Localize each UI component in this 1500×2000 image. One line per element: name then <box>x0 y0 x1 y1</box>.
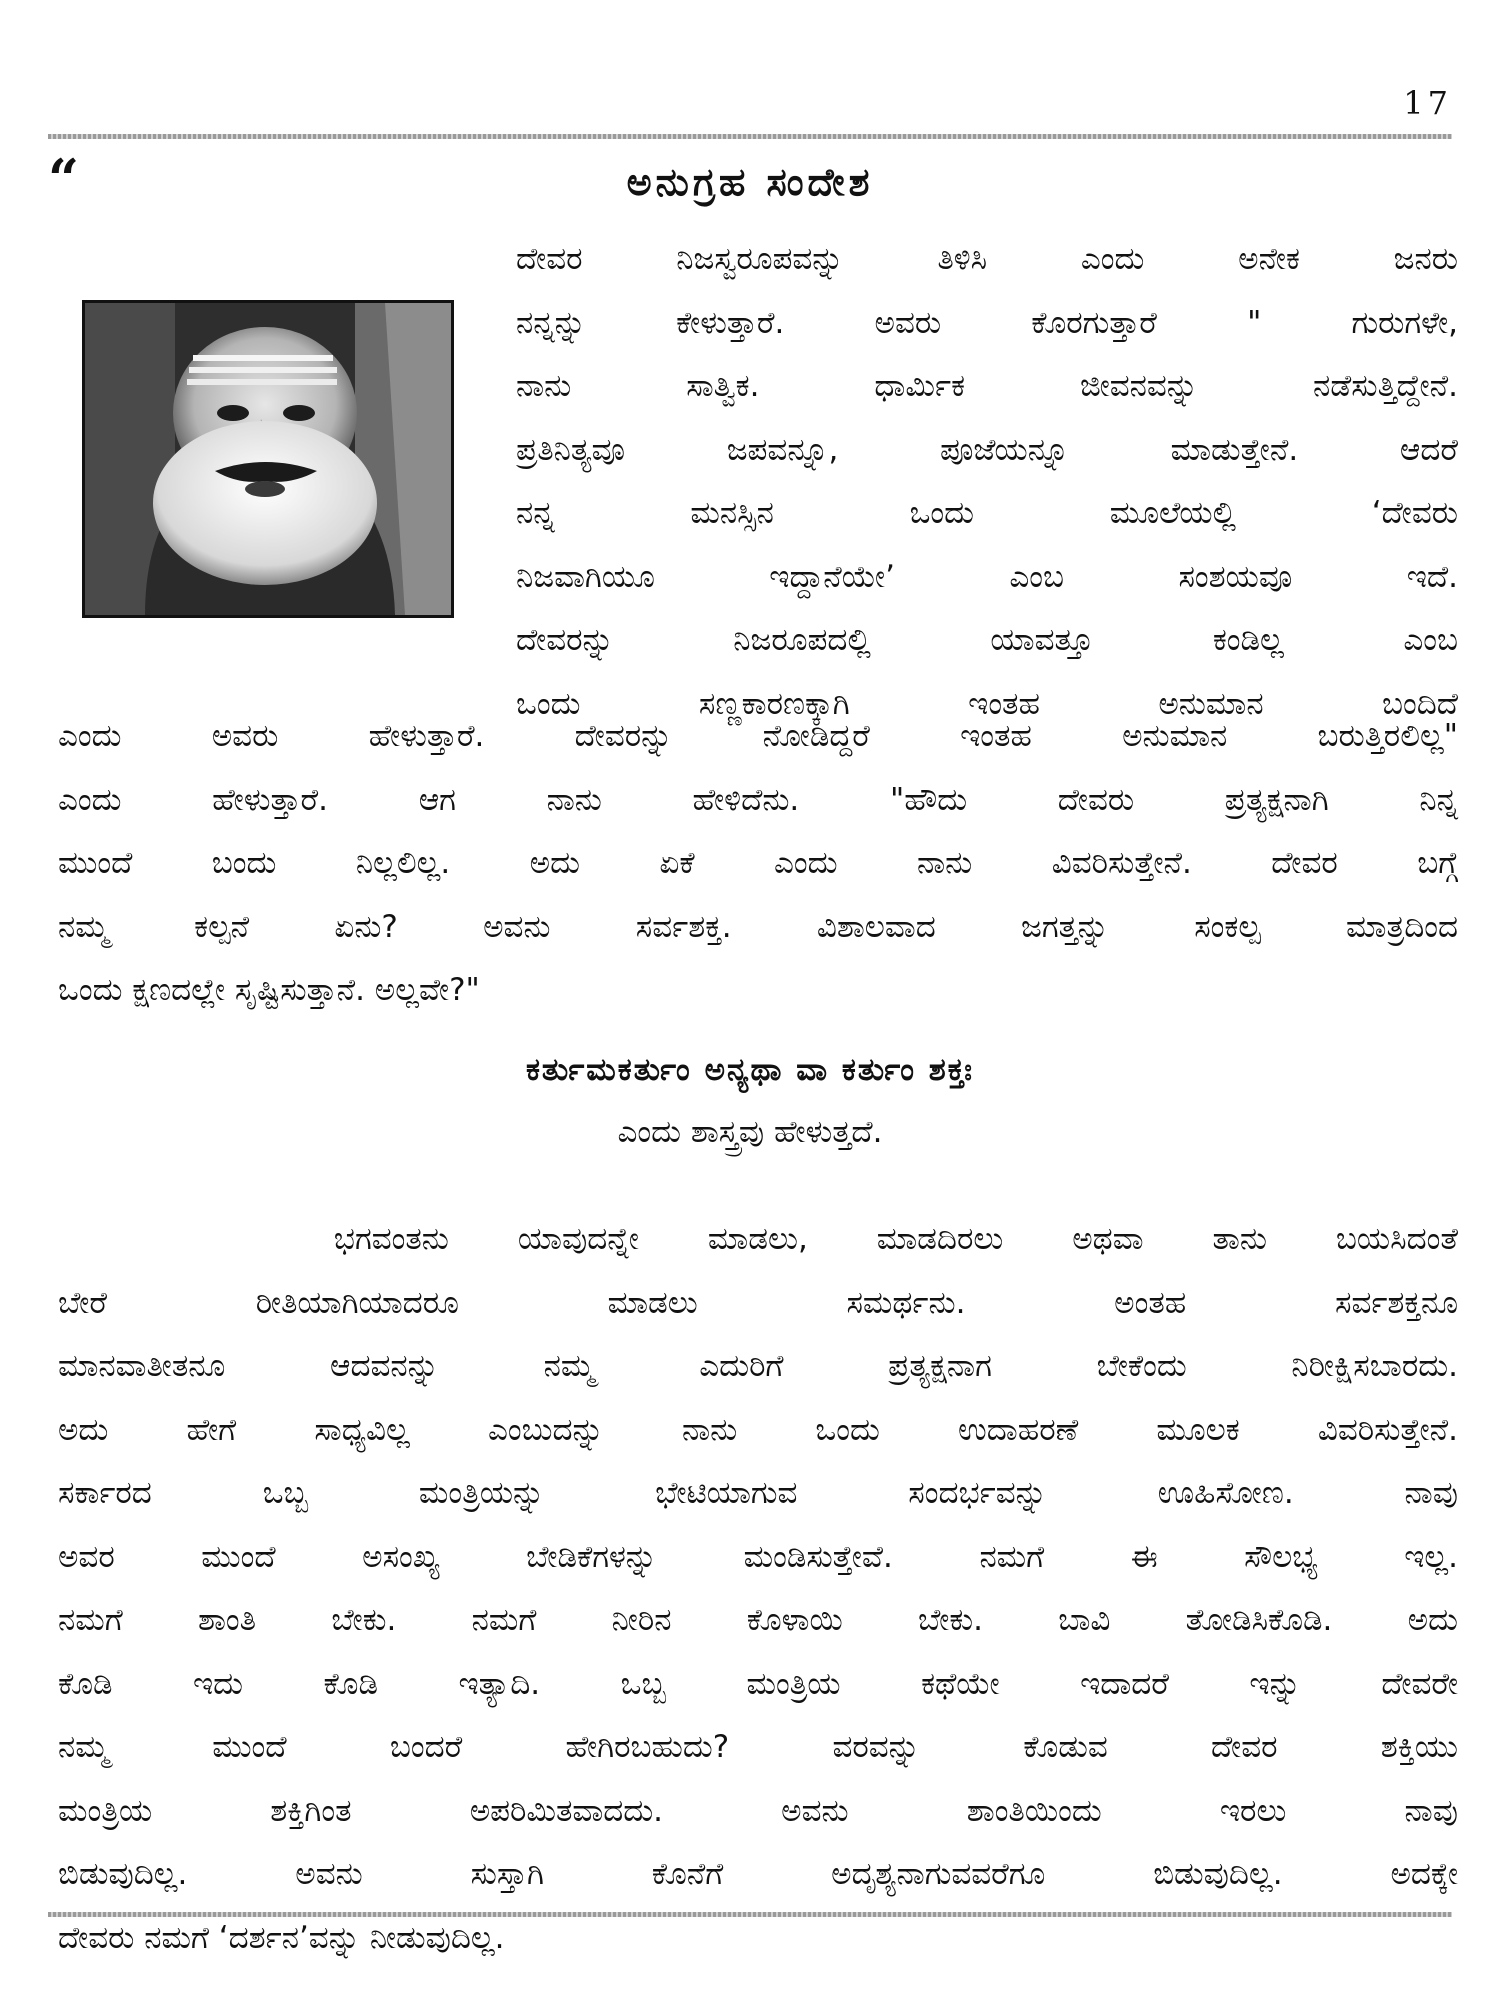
text-line: ಒಂದು ಕ್ಷಣದಲ್ಲೇ ಸೃಷ್ಟಿಸುತ್ತಾನೆ. ಅಲ್ಲವೇ?" <box>58 972 480 1008</box>
text-line: ಸರ್ಕಾರದ ಒಬ್ಬ ಮಂತ್ರಿಯನ್ನು ಭೇಟಿಯಾಗುವ ಸಂದರ್ಭವನ್ನು ಊಹಿಸೋಣ. ನಾವು <box>58 1475 1458 1511</box>
text-line: ನಿಜವಾಗಿಯೂ ಇದ್ದಾನೆಯೇ’ ಎಂಬ ಸಂಶಯವೂ ಇದೆ. <box>516 558 1458 595</box>
open-quote-mark: “ <box>48 147 80 211</box>
verse-caption: ಎಂದು ಶಾಸ್ತ್ರವು ಹೇಳುತ್ತದೆ. <box>617 1114 883 1150</box>
footer-rule <box>48 1912 1452 1917</box>
text-line: ಮಾನವಾತೀತನೂ ಆದವನನ್ನು ನಮ್ಮ ಎದುರಿಗೆ ಪ್ರತ್ಯಕ್ಷನಾಗ ಬೇಕೆಂದು ನಿರೀಕ್ಷಿಸಬಾರದು. <box>58 1348 1458 1384</box>
sanskrit-verse: ಕರ್ತುಮಕರ್ತುಂ ಅನ್ಯಥಾ ವಾ ಕರ್ತುಂ ಶಕ್ತಃ <box>525 1052 975 1088</box>
text-line: ನನ್ನ ಮನಸ್ಸಿನ ಒಂದು ಮೂಲೆಯಲ್ಲಿ ‘ದೇವರು <box>516 495 1458 531</box>
text-line: ಭಗವಂತನು ಯಾವುದನ್ನೇ ಮಾಡಲು, ಮಾಡದಿರಲು ಅಥವಾ ತಾನು ಬಯಸಿದಂತೆ <box>58 1221 1458 1257</box>
paragraph-intro-top <box>516 228 1458 736</box>
text-line: ದೇವರ ನಿಜಸ್ವರೂಪವನ್ನು ತಿಳಿಸಿ ಎಂದು ಅನೇಕ ಜನರು <box>516 241 1458 277</box>
text-line: ನನ್ನನ್ನು ಕೇಳುತ್ತಾರೆ. ಅವರು ಕೊರಗುತ್ತಾರೆ " ಗುರುಗಳೇ, <box>516 304 1458 341</box>
portrait-photo-icon <box>85 303 451 615</box>
text-line: ಮುಂದೆ ಬಂದು ನಿಲ್ಲಲಿಲ್ಲ. ಅದು ಏಕೆ ಎಂದು ನಾನು ವಿವರಿಸುತ್ತೇನೆ. ದೇವರ ಬಗ್ಗೆ <box>58 845 1458 881</box>
text-line: ಬಿಡುವುದಿಲ್ಲ. ಅವನು ಸುಸ್ತಾಗಿ ಕೊನೆಗೆ ಅದೃಶ್ಯನಾಗುವವರೆಗೂ ಬಿಡುವುದಿಲ್ಲ. ಅದಕ್ಕೇ <box>58 1856 1458 1892</box>
text-line: ನಮಗೆ ಶಾಂತಿ ಬೇಕು. ನಮಗೆ ನೀರಿನ ಕೊಳಾಯಿ ಬೇಕು. ಬಾವಿ ತೋಡಿಸಿಕೊಡಿ. ಅದು <box>58 1602 1458 1638</box>
paragraph-main <box>58 1208 1458 1970</box>
text-line: ಒಂದು ಸಣ್ಣಕಾರಣಕ್ಕಾಗಿ ಇಂತಹ ಅನುಮಾನ ಬಂದಿದೆ <box>516 685 1458 722</box>
text-line: ದೇವರು ನಮಗೆ ‘ದರ್ಶನ’ವನ್ನು ನೀಡುವುದಿಲ್ಲ. <box>58 1919 505 1956</box>
text-line: ಎಂದು ಅವರು ಹೇಳುತ್ತಾರೆ. ದೇವರನ್ನು ನೋಡಿದ್ದರೆ ಇಂತಹ ಅನುಮಾನ ಬರುತ್ತಿರಲಿಲ್ಲ" <box>58 718 1458 754</box>
text-line: ನಮ್ಮ ಕಲ್ಪನೆ ಏನು? ಅವನು ಸರ್ವಶಕ್ತ. ವಿಶಾಲವಾದ ಜಗತ್ತನ್ನು ಸಂಕಲ್ಪ ಮಾತ್ರದಿಂದ <box>58 908 1458 945</box>
portrait-photo <box>82 300 454 618</box>
text-line: ಕೊಡಿ ಇದು ಕೊಡಿ ಇತ್ಯಾದಿ. ಒಬ್ಬ ಮಂತ್ರಿಯ ಕಥೆಯೇ ಇದಾದರೆ ಇನ್ನು ದೇವರೇ <box>58 1665 1458 1702</box>
text-line: ಮಂತ್ರಿಯ ಶಕ್ತಿಗಿಂತ ಅಪರಿಮಿತವಾದದು. ಅವನು ಶಾಂತಿಯಿಂದು ಇರಲು ನಾವು <box>58 1792 1458 1829</box>
text-line: ನಾನು ಸಾತ್ವಿಕ. ಧಾರ್ಮಿಕ ಜೀವನವನ್ನು ನಡೆಸುತ್ತಿದ್ದೇನೆ. <box>516 368 1458 404</box>
text-line: ನಮ್ಮ ಮುಂದೆ ಬಂದರೆ ಹೇಗಿರಬಹುದು? ವರವನ್ನು ಕೊಡುವ ದೇವರ ಶಕ್ತಿಯು <box>58 1729 1458 1765</box>
text-line: ಅದು ಹೇಗೆ ಸಾಧ್ಯವಿಲ್ಲ ಎಂಬುದನ್ನು ನಾನು ಒಂದು ಉದಾಹರಣೆ ಮೂಲಕ ವಿವರಿಸುತ್ತೇನೆ. <box>58 1411 1458 1448</box>
page-number: 17 <box>1403 84 1452 122</box>
text-line: ಅವರ ಮುಂದೆ ಅಸಂಖ್ಯ ಬೇಡಿಕೆಗಳನ್ನು ಮಂಡಿಸುತ್ತೇವೆ. ನಮಗೆ ಈ ಸೌಲಭ್ಯ ಇಲ್ಲ. <box>58 1538 1458 1575</box>
text-line: ದೇವರನ್ನು ನಿಜರೂಪದಲ್ಲಿ ಯಾವತ್ತೂ ಕಂಡಿಲ್ಲ ಎಂಬ <box>516 622 1458 658</box>
paragraph-intro-continued <box>58 705 1458 1023</box>
header-rule <box>48 134 1452 139</box>
page-heading: ಅನುಗ್ರಹ ಸಂದೇಶ <box>626 160 874 204</box>
text-line: ಪ್ರತಿನಿತ್ಯವೂ ಜಪವನ್ನೂ, ಪೂಜೆಯನ್ನೂ ಮಾಡುತ್ತೇನೆ. ಆದರೆ <box>516 431 1458 468</box>
text-line: ಎಂದು ಹೇಳುತ್ತಾರೆ. ಆಗ ನಾನು ಹೇಳಿದೆನು. "ಹೌದು ದೇವರು ಪ್ರತ್ಯಕ್ಷನಾಗಿ ನಿನ್ನ <box>58 781 1458 818</box>
text-line: ಬೇರೆ ರೀತಿಯಾಗಿಯಾದರೂ ಮಾಡಲು ಸಮರ್ಥನು. ಅಂತಹ ಸರ್ವಶಕ್ತನೂ <box>58 1284 1458 1321</box>
